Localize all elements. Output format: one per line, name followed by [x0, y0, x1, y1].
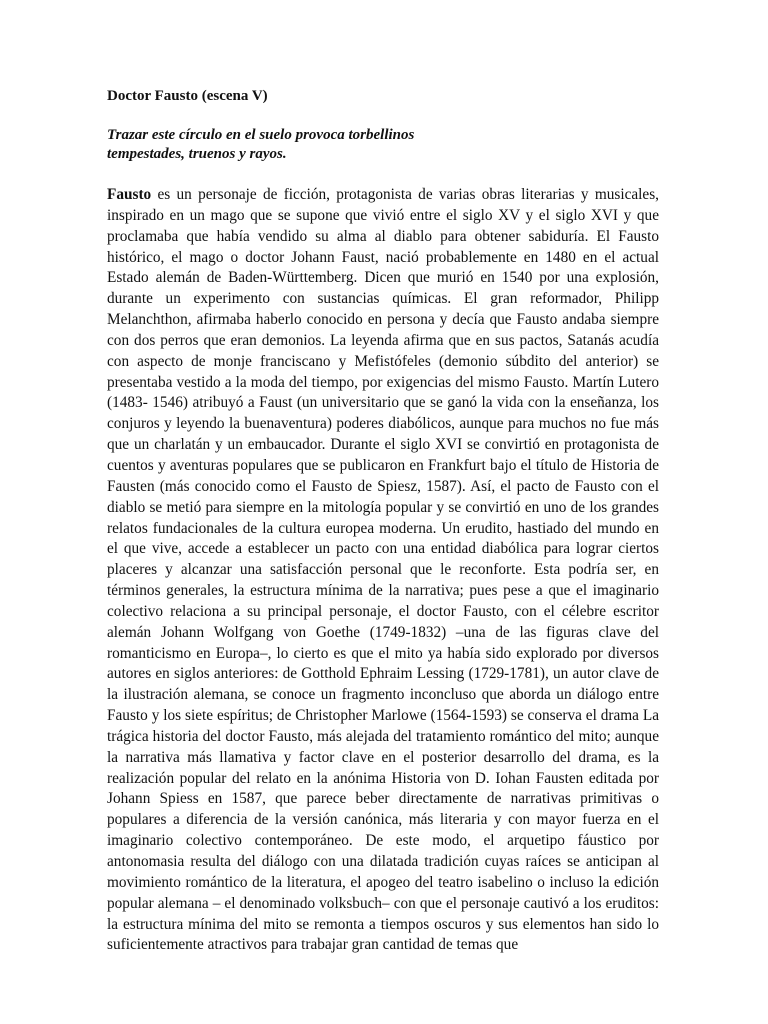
document-page	[107, 86, 659, 956]
paragraph-text: es un personaje de ficción, protagonista de varias obras literarias y musicales, inspirado en un mago que se supone que vivió entre el siglo XV y el siglo XVI y que proclamaba que había vendido su alma al diablo para obtener sabiduría. El Fausto histórico, el mago o doctor Johann Faust, nació probablemente en 1480 en el actual Estado alemán de Baden-Württemberg. Dicen que murió en 1540 por una explosión, durante un experimento con sustancias químicas. El gran reformador, Philipp Melanchthon, afirmaba haberlo conocido en persona y decía que Fausto andaba siempre con dos perros que eran demonios. La leyenda afirma que en sus pactos, Satanás acudía con aspecto de monje franciscano y Mefistófeles (demonio súbdito del anterior) se presentaba vestido a la moda del tiempo, por exigencias del mismo Fausto. Martín Lutero (1483- 1546) atribuyó a Faust (un universitario que se ganó la vida con la enseñanza, los conjuros y leyendo la buenaventura) poderes diabólicos, aunque para muchos no fue más que un charlatán y un embaucador. Durante el siglo XVI se convirtió en protagonista de cuentos y aventuras populares que se publicaron en Frankfurt bajo el título de Historia de Fausten (más conocido como el Fausto de Spiesz, 1587). Así, el pacto de Fausto con el diablo se metió para siempre en la mitología popular y se convirtió en uno de los grandes relatos fundacionales de la cultura europea moderna. Un erudito, hastiado del mundo en el que vive, accede a establecer un pacto con una entidad diabólica para lograr ciertos placeres y alcanzar una satisfacción personal que le reconforte. Esta podría ser, en términos generales, la estructura mínima de la narrativa; pues pese a que el imaginario colectivo relaciona a su principal personaje, el doctor Fausto, con el célebre escritor alemán Johann Wolfgang von Goethe (1749-1832) –una de las figuras clave del romanticismo en Europa–, lo cierto es que el mito ya había sido explorado por diversos autores en siglos anteriores: de Gotthold Ephraim Lessing (1729-1781), un autor clave de la ilustración alemana, se conoce un fragmento inconcluso que aborda un diálogo entre Fausto y los siete espíritus; de Christopher Marlowe (1564-1593) se conserva el drama La trágica historia del doctor Fausto, más alejada del tratamiento romántico del mito; aunque la narrativa más llamativa y factor clave en el posterior desarrollo del drama, es la realización popular del relato en la anónima Historia von D. Iohan Fausten editada por Johann Spiess en 1587, que parece beber directamente de narrativas primitivas o populares a diferencia de la versión canónica, más literaria y con mayor fuerza en el imaginario colectivo contemporáneo. De este modo, el arquetipo fáustico por antonomasia resulta del diálogo con una dilatada tradición cuyas raíces se anticipan al movimiento romántico de la literatura, el apogeo del teatro isabelino o incluso la edición popular alemana – el denominado volksbuch– con que el personaje cautivó a los eruditos: la estructura mínima del mito se remonta a tiempos oscuros y sus elementos han sido lo suficientemente atractivos para trabajar gran cantidad de temas que	[107, 186, 659, 954]
epigraph	[107, 126, 659, 164]
lead-term: Fausto	[107, 186, 152, 203]
epigraph-line: Trazar este círculo en el suelo provoca torbellinos	[107, 127, 415, 143]
epigraph-line: tempestades, truenos y rayos.	[107, 146, 287, 162]
document-title: Doctor Fausto (escena V)	[107, 88, 268, 104]
body-paragraph	[107, 185, 659, 956]
